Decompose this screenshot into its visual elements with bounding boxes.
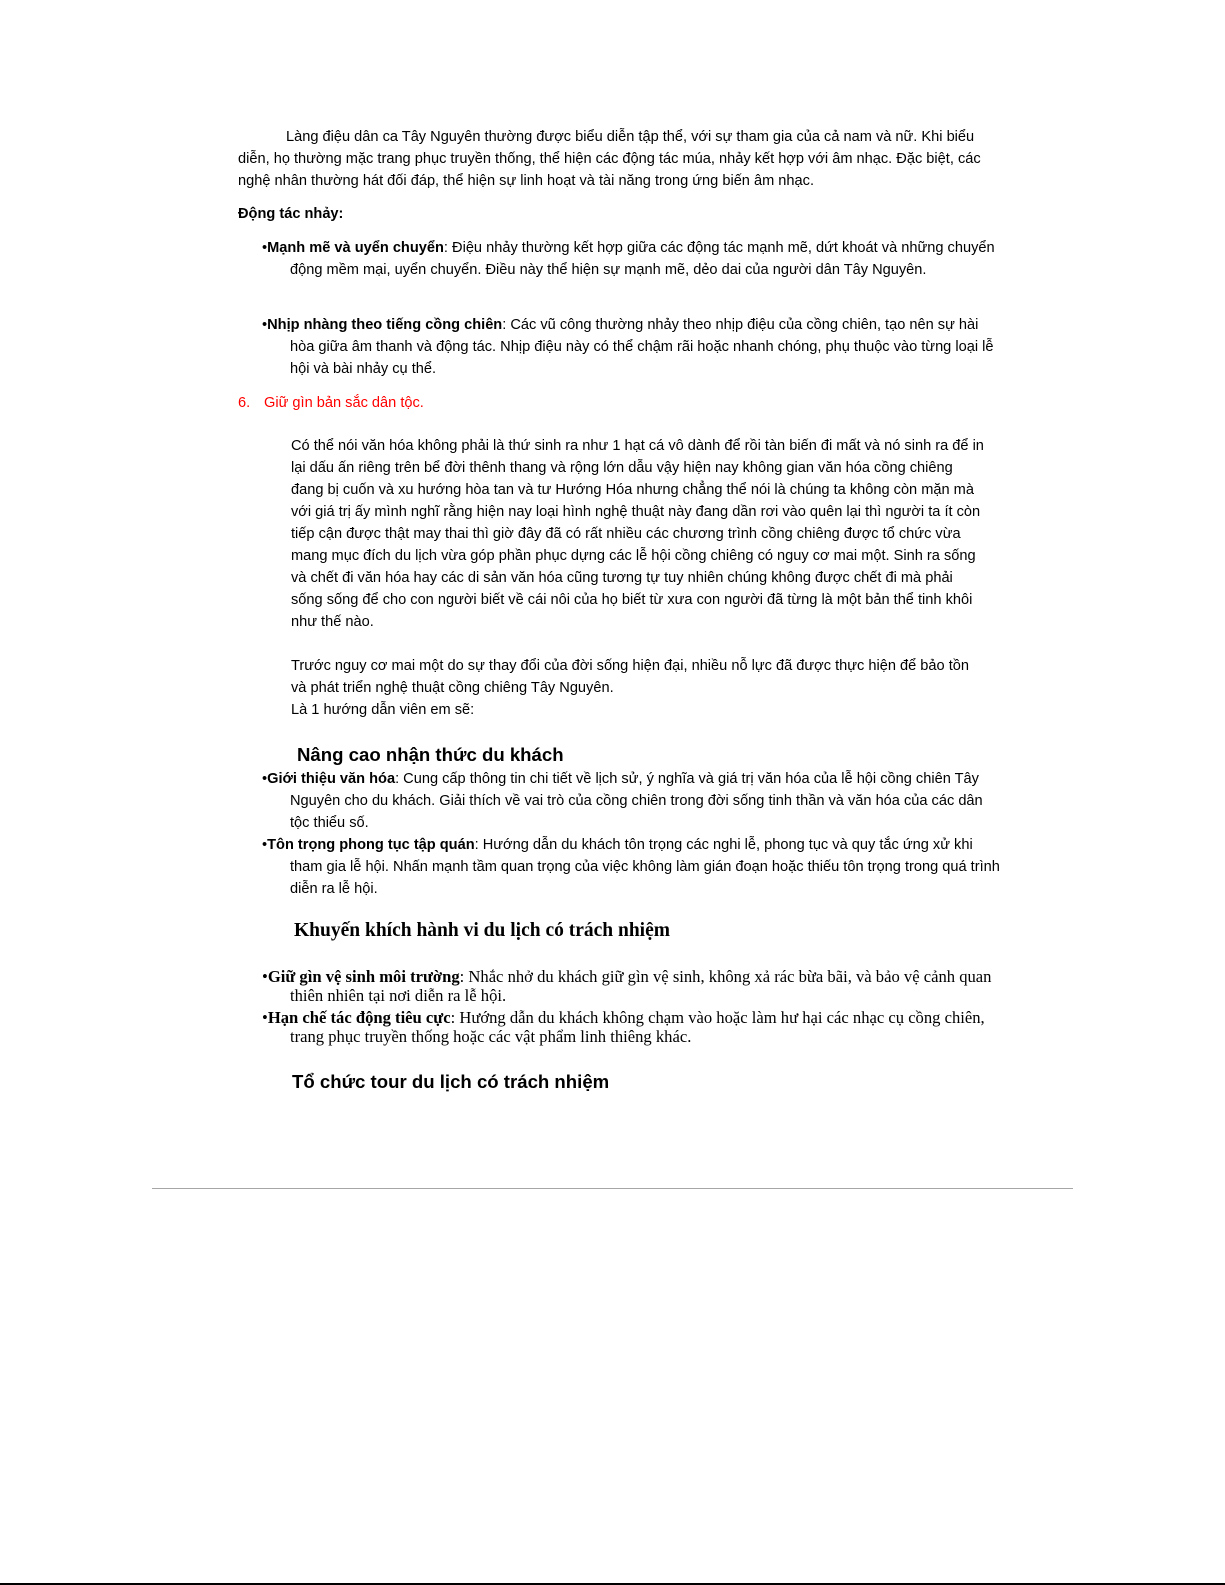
bullet-text: : Hướng dẫn du khách tôn trọng các nghi lễ, phong tục và quy tắc ứng xử khi tham gia lễ hội. Nhấn mạnh tầm quan trọng của việc không làm gián đoạn hoặc thiếu tôn trọng trong quá trình diễn ra lễ hội.	[290, 837, 1000, 897]
awareness-bullet-item	[262, 834, 1005, 900]
section-6-heading	[238, 392, 424, 414]
bullet-marker: •	[262, 240, 268, 256]
page-divider	[152, 1188, 1073, 1189]
awareness-bullet-item	[262, 768, 1005, 834]
responsible-bullet-item	[262, 967, 1005, 1005]
bullet-text: : Nhắc nhở du khách giữ gìn vệ sinh, không xả rác bừa bãi, và bảo vệ cảnh quan thiên nhiên tại nơi diễn ra lễ hội.	[290, 967, 992, 1005]
intro-paragraph: Làng điệu dân ca Tây Nguyên thường được biểu diễn tập thể, với sự tham gia của cả nam và nữ. Khi biểu diễn, họ thường mặc trang phục truyền thống, thể hiện các động tác múa, nhảy kết hợp với âm nhạc. Đặc biệt, các nghệ nhân thường hát đối đáp, thể hiện sự linh hoạt và tài năng trong ứng biến âm nhạc.	[238, 129, 981, 189]
responsible-title: Khuyến khích hành vi du lịch có trách nhiệm	[294, 920, 671, 941]
bullet-text: : Hướng dẫn du khách không chạm vào hoặc làm hư hại các nhạc cụ cồng chiên, trang phục truyền thống hoặc các vật phẩm linh thiêng khác.	[290, 1008, 985, 1046]
bullet-marker: •	[262, 967, 268, 986]
bullet-title: Tôn trọng phong tục tập quán	[267, 837, 475, 853]
section-number: 6.	[238, 395, 251, 411]
bullet-text: : Điệu nhảy thường kết hợp giữa các động tác mạnh mẽ, dứt khoát và những chuyển động mềm mại, uyển chuyển. Điều này thể hiện sự mạnh mẽ, dẻo dai của người dân Tây Nguyên.	[290, 240, 995, 278]
bullet-text: : Cung cấp thông tin chi tiết về lịch sử, ý nghĩa và giá trị văn hóa của lễ hội cồng chiên Tây Nguyên cho du khách. Giải thích về vai trò của cồng chiên trong đời sống tinh thần và văn hóa của các dân tộc thiểu số.	[290, 771, 983, 831]
bullet-title: Giữ gìn vệ sinh môi trường	[267, 967, 460, 986]
bullet-marker: •	[262, 317, 268, 333]
bullet-marker: •	[262, 837, 268, 853]
bullet-title: Nhịp nhàng theo tiếng cồng chiên	[267, 317, 503, 333]
dance-bullet-item	[262, 237, 1005, 281]
bullet-title: Hạn chế tác động tiêu cực	[267, 1008, 451, 1027]
bullet-text: : Các vũ công thường nhảy theo nhịp điệu của cồng chiên, tạo nên sự hài hòa giữa âm thanh và động tác. Nhịp điệu này có thể chậm rãi hoặc nhanh chóng, phụ thuộc vào từng loại lễ hội và bài nhảy cụ thể.	[290, 317, 994, 377]
bullet-marker: •	[262, 1008, 268, 1027]
preservation-paragraph: Có thể nói văn hóa không phải là thứ sinh ra như 1 hạt cá vô dành để rồi tàn biến đi mất và nó sinh ra để in lại dấu ấn riêng trên bể đời thênh thang và rộng lớn dẫu vậy hiện nay không gian văn hóa cồng chiêng đang bị cuốn và xu hướng hòa tan và tư Hướng Hóa nhưng chẳng thể nói là chúng ta không còn mặn mà với giá trị ấy mình nghĩ rằng hiện nay loại hình nghệ thuật này đang dần rơi vào quên lại thì người ta ít còn tiếp cận được thật may thai thì giờ đây đã có rất nhiều các chương trình cồng chiêng được tổ chức vừa mang mục đích du lịch vừa góp phần phục dựng các lễ hội cồng chiêng có nguy cơ mai một. Sinh ra sống và chết đi văn hóa hay các di sản văn hóa cũng tương tự tuy nhiên chúng không được chết đi mà phải sống sống để cho con người biết về cái nôi của họ biết từ xưa con người đã từng là một bản thể tinh khôi như thế nào.	[291, 438, 984, 630]
bullet-title: Giới thiệu văn hóa	[267, 771, 396, 787]
bullet-marker: •	[262, 771, 268, 787]
dance-heading: Động tác nhảy:	[238, 206, 344, 222]
awareness-title: Nâng cao nhận thức du khách	[297, 744, 564, 765]
tour-title: Tổ chức tour du lịch có trách nhiệm	[292, 1071, 610, 1092]
section-title: Giữ gìn bản sắc dân tộc.	[264, 395, 424, 411]
guide-intro-line: Là 1 hướng dẫn viên em sẽ:	[291, 702, 475, 718]
effort-paragraph: Trước nguy cơ mai một do sự thay đổi của đời sống hiện đại, nhiều nỗ lực đã được thực hiện để bảo tồn và phát triển nghệ thuật cồng chiêng Tây Nguyên.	[291, 658, 969, 696]
responsible-bullet-item	[262, 1008, 1005, 1046]
dance-bullet-item	[262, 314, 1005, 380]
bullet-title: Mạnh mẽ và uyển chuyển	[267, 240, 444, 256]
